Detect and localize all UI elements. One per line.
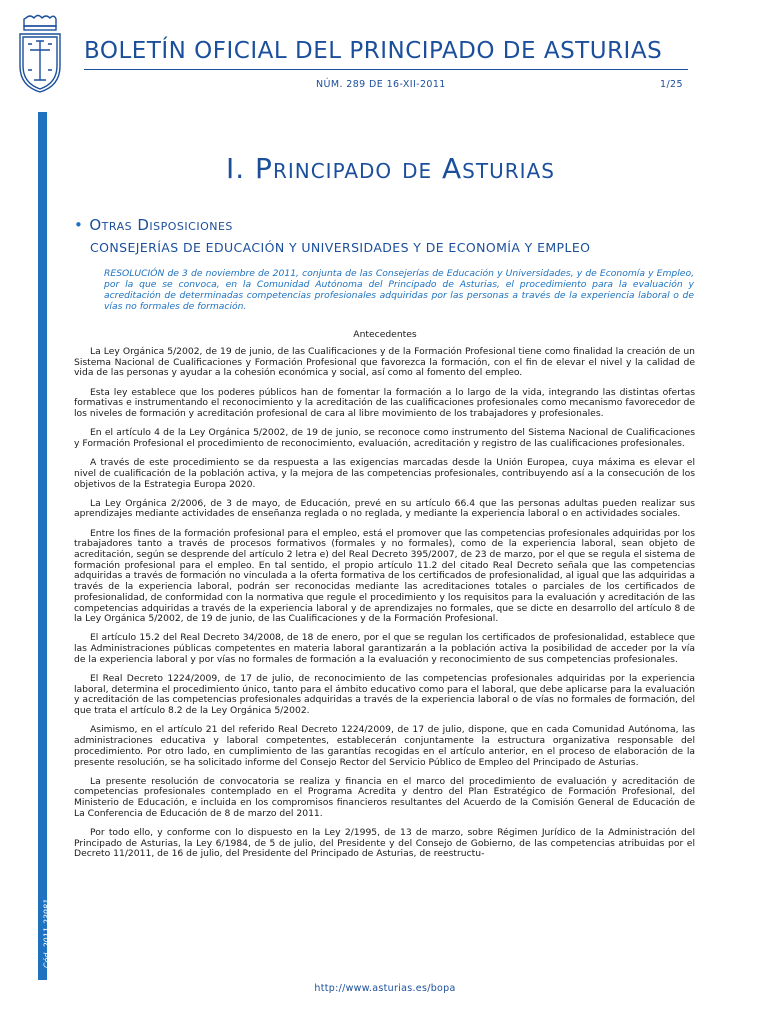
paragraph: La presente resolución de convocatoria se realiza y financia en el marco del procedimiento de evaluación y acreditación de competencias profesionales contemplado en el Programa Acredita y dentro del Plan Estratégico de Formación Profesional, del Ministerio de Educación, e incluida en los compromisos financieros resultantes del Acuerdo de la Comisión General de Educación de La Conferencia de Educación de 8 de marzo del 2011. (74, 775, 695, 819)
paragraph: Esta ley establece que los poderes públicos han de fomentar la formación a lo largo de la vida, integrando las distintas ofertas formativas e instrumentando el reconocimiento y la acreditación de las cualificaciones profesionales como mecanismo favorecedor de los niveles de formación y acreditación profesional de cara al libre movimiento de los trabajadores y profesionales. (74, 386, 695, 420)
subsection-label: Otras Disposiciones (89, 216, 233, 234)
paragraph: A través de este procedimiento se da respuesta a las exigencias marcadas desde la Unión Europea, cuya máxima es elevar el nivel de cualificación de la población activa, y la mejora de las competencias profesionales, contribuyendo así a la consecución de los objetivos de la Estrategia Europa 2020. (74, 457, 695, 490)
bullet-icon: • (74, 216, 84, 234)
paragraph: La Ley Orgánica 2/2006, de 3 de mayo, de Educación, prevé en su artículo 66.4 que las personas adultas pueden realizar sus aprendizajes mediante actividades de enseñanza reglada o no reglada, y mediante la experiencia laboral o en actividades sociales. (74, 497, 695, 520)
header-divider (84, 69, 688, 70)
document-code (31, 895, 51, 975)
page-number: 1/25 (660, 79, 683, 90)
bulletin-title: BOLETÍN OFICIAL DEL PRINCIPADO DE ASTURIAS (84, 38, 663, 64)
footer-url-link[interactable]: http://www.asturias.es/bopa (314, 983, 456, 994)
paragraph: El Real Decreto 1224/2009, de 17 de julio, de reconocimiento de las competencias profesionales adquiridas por la experiencia laboral, determina el procedimiento único, tanto para el ámbito educativo como para el laboral, que debe aplicarse para la evaluación y acreditación de las competencias profesionales adquiridas a través de la experiencia laboral o de vías no formales de formación, del que trata el artículo 8.2 de la Ley Orgánica 5/2002. (74, 673, 695, 717)
document-code-text: Cód. 2011-23981 (42, 898, 52, 969)
issue-number: NÚM. 289 DE 16-XII-2011 (316, 79, 446, 90)
sidebar-bar (38, 112, 47, 980)
document-body (74, 347, 695, 869)
resolution-summary: RESOLUCIÓN de 3 de noviembre de 2011, conjunta de las Consejerías de Educación y Universidades, y de Economía y Empleo, por la que se convoca, en la Comunidad Autónoma del Principado de Asturias, el procedimiento para la evaluación y acreditación de determinadas competencias profesionales adquiridas por las personas a través de la experiencia laboral o de vías no formales de formación. (104, 268, 694, 312)
paragraph: El artículo 15.2 del Real Decreto 34/2008, de 18 de enero, por el que se regulan los certificados de profesionalidad, establece que las Administraciones públicas competentes en materia laboral garantizarán a la población activa la posibilidad de acceder por la vía de la experiencia laboral y por vías no formales de formación a la evaluación y reconocimiento de sus competencias profesionales. (74, 632, 695, 665)
antecedentes-heading: Antecedentes (353, 329, 417, 340)
paragraph: Entre los fines de la formación profesional para el empleo, está el promover que las competencias profesionales adquiridas por los trabajadores tanto a través de procesos formativos (formales y no formales), como de la experiencia laboral, sean objeto de acreditación, según se desprende del artículo 2 letra e) del Real Decreto 395/2007, de 23 de marzo, por el que se regula el sistema de formación profesional para el empleo. En tal sentido, el propio artículo 11.2 del citado Real Decreto señala que las competencias adquiridas a través de formación no vinculada a la oferta formativa de los certificados de profesionalidad, al igual que las adquiridas a través de la experiencia laboral, podrán ser reconocidas mediante las acreditaciones totales o parciales de los certificados de profesionalidad, de conformidad con la normativa que regule el procedimiento y los requisitos para la evaluación y acreditación de las competencias adquiridas a través de la experiencia laboral y de aprendizajes no formales, que se dicte en desarrollo del artículo 8 de la Ley Orgánica 5/2002, de 19 de junio, de las Cualificaciones y de la Formación Profesional. (74, 527, 695, 625)
ministry-title: CONSEJERÍAS DE EDUCACIÓN Y UNIVERSIDADES Y DE ECONOMÍA Y EMPLEO (90, 240, 591, 255)
paragraph: En el artículo 4 de la Ley Orgánica 5/2002, de 19 de junio, se reconoce como instrumento del Sistema Nacional de Cualificaciones y Formación Profesional el procedimiento de reconocimiento, evaluación, acreditación y registro de las cualificaciones profesionales. (74, 427, 695, 449)
subsection-title (74, 216, 233, 234)
paragraph: Por todo ello, y conforme con lo dispuesto en la Ley 2/1995, de 13 de marzo, sobre Régimen Jurídico de la Administración del Principado de Asturias, la Ley 6/1984, de 5 de julio, del Presidente y del Consejo de Gobierno, de las competencias atribuidas por el Decreto 11/2011, de 16 de julio, del Presidente del Principado de Asturias, de reestructu- (74, 827, 695, 860)
asturias-coat-of-arms-logo (16, 14, 64, 94)
section-title: I. Principado de Asturias (226, 152, 555, 185)
paragraph: Asimismo, en el artículo 21 del referido Real Decreto 1224/2009, de 17 de julio, dispone, que en cada Comunidad Autónoma, las administraciones educativa y laboral competentes, establecerán conjuntamente la estructura organizativa responsable del procedimiento. Por otro lado, en cumplimiento de las garantías recogidas en el artículo anterior, en el proceso de elaboración de la presente resolución, se ha solicitado informe del Consejo Rector del Servicio Público de Empleo del Principado de Asturias. (74, 724, 695, 768)
paragraph: La Ley Orgánica 5/2002, de 19 de junio, de las Cualificaciones y de la Formación Profesional tiene como finalidad la creación de un Sistema Nacional de Cualificaciones y Formación Profesional que favorezca la formación, con el fin de elevar el nivel y la calidad de vida de las personas y ayudar a la cohesión económica y social, así como al fomento del empleo. (74, 346, 695, 379)
